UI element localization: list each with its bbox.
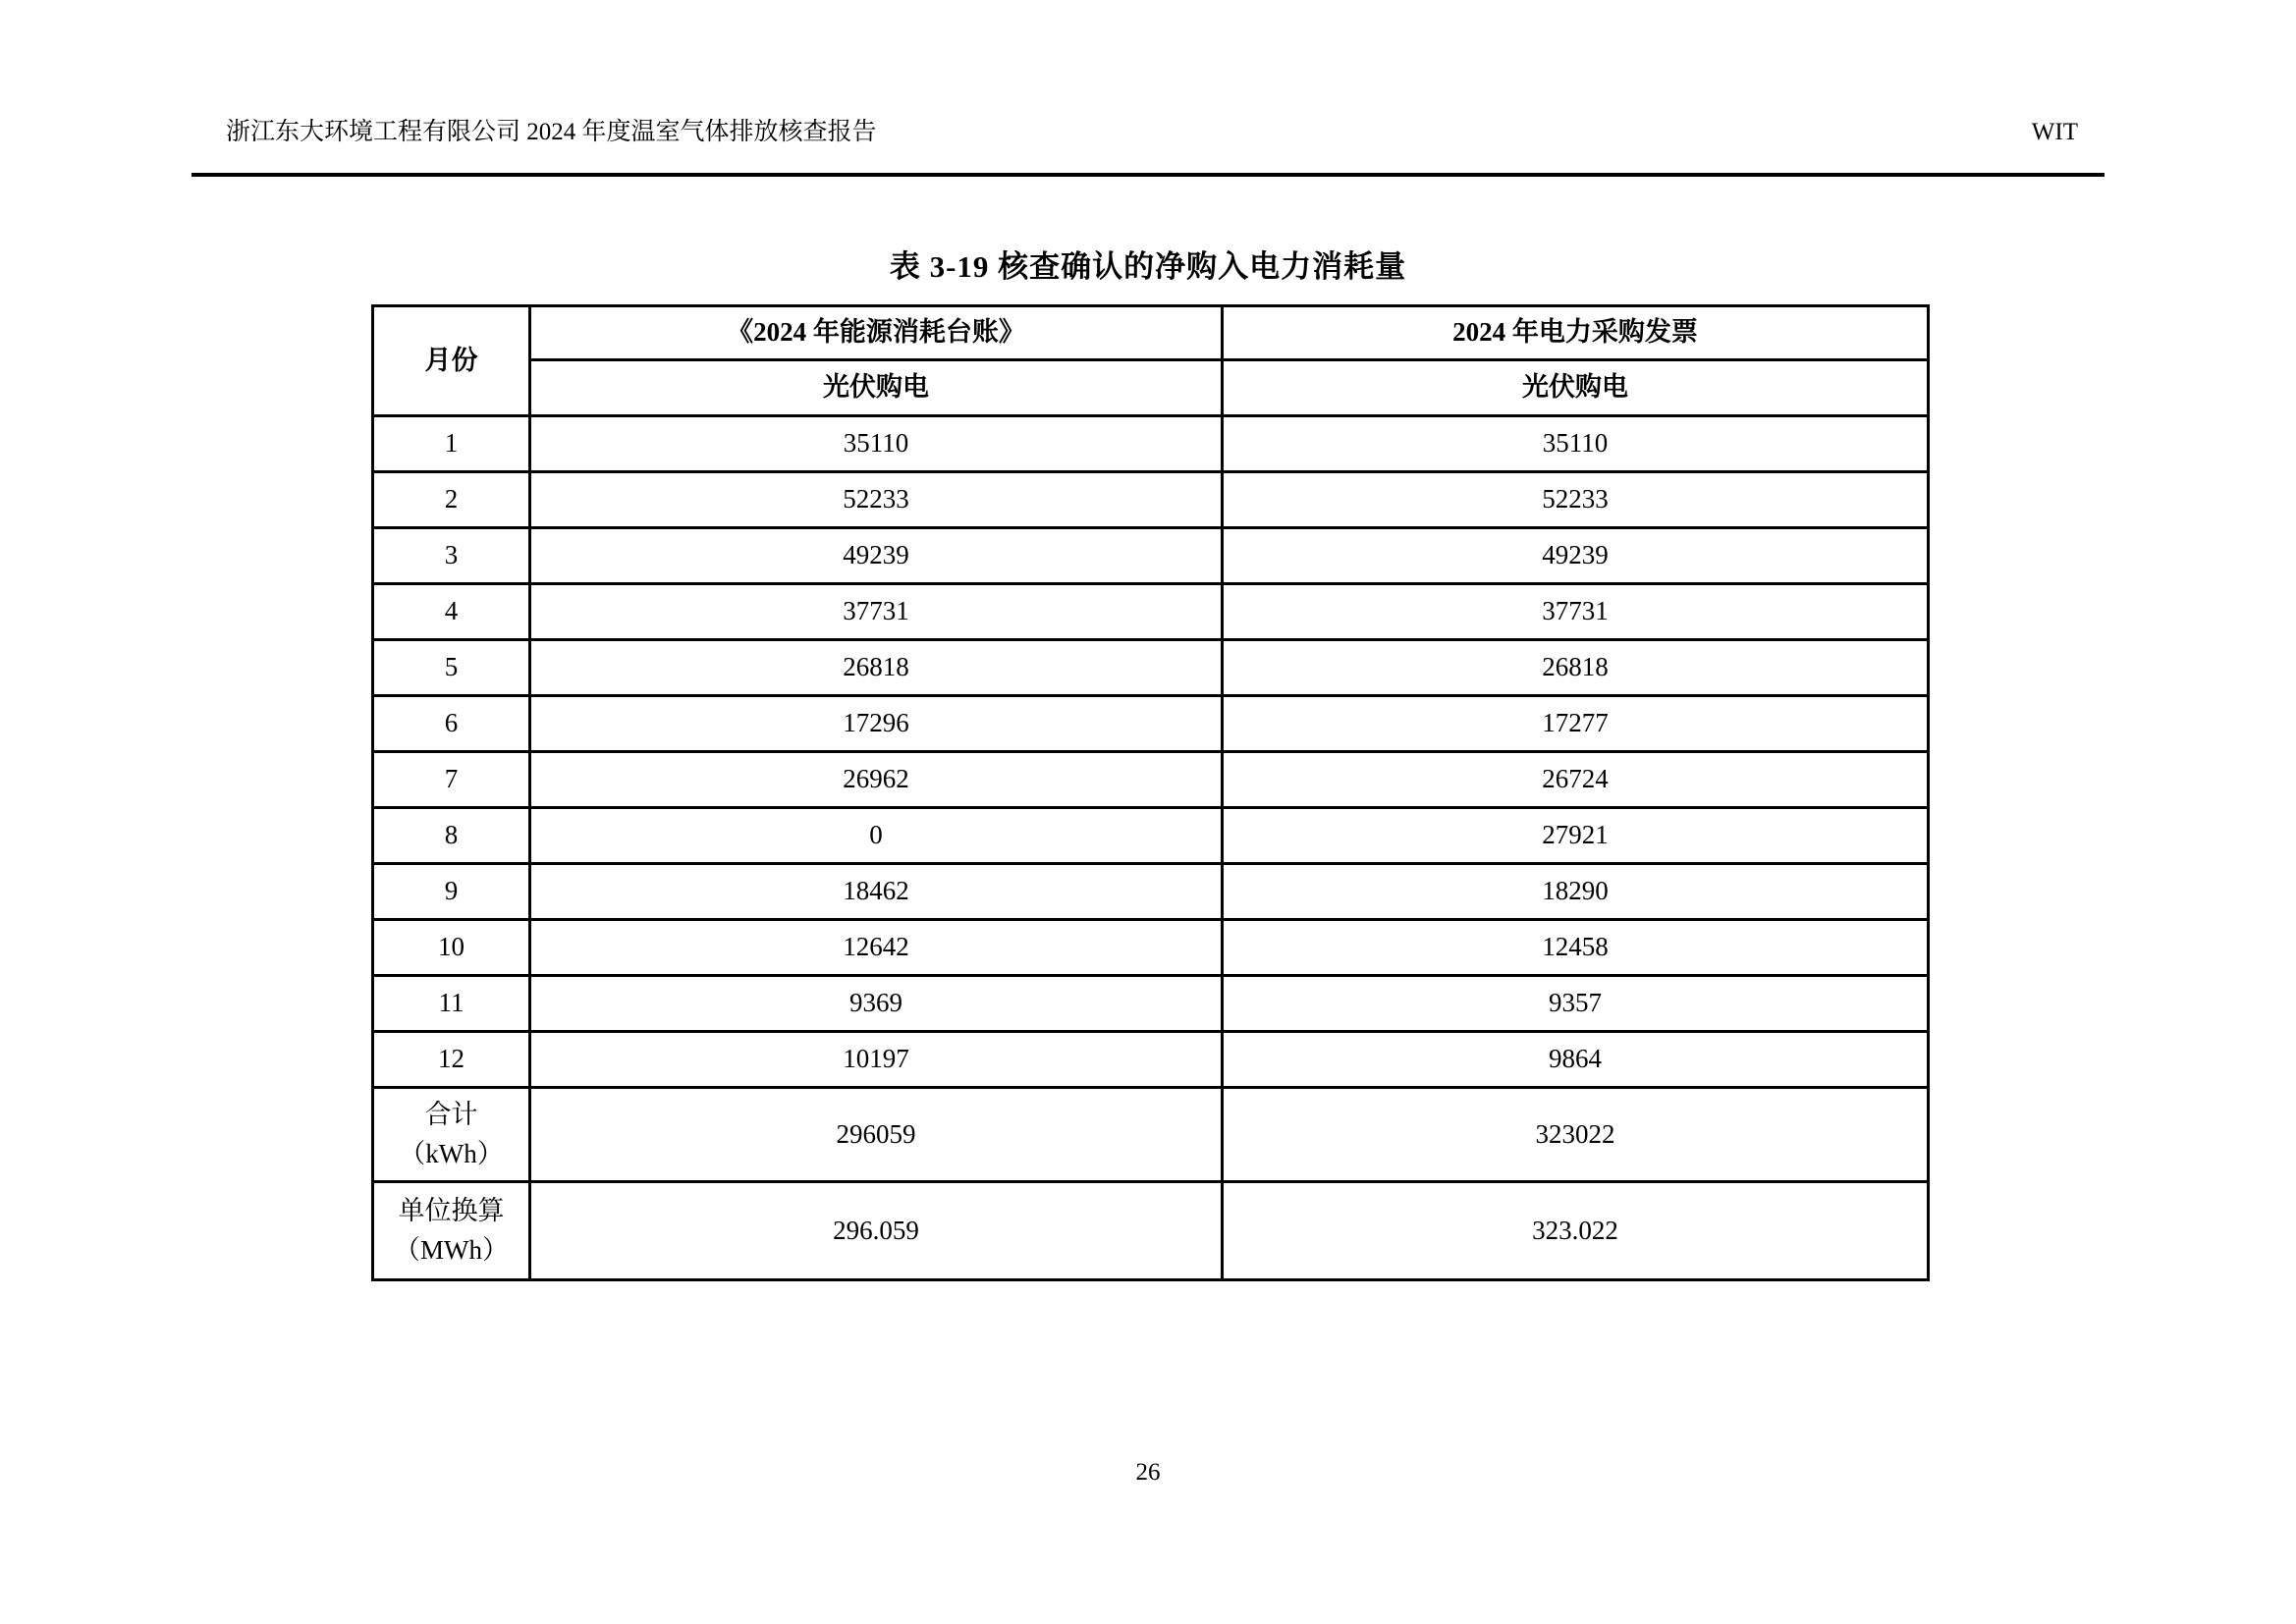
invoice-sub-header: 光伏购电 [1223, 360, 1929, 416]
month-cell: 7 [373, 752, 530, 808]
table-row-month-7 [373, 752, 1929, 808]
converted-invoice-cell: 323.022 [1223, 1182, 1929, 1280]
ledger-value-cell: 17296 [530, 696, 1223, 752]
converted-label-cell [373, 1182, 530, 1280]
page-header [226, 118, 2078, 147]
month-cell: 1 [373, 416, 530, 472]
ledger-value-cell: 18462 [530, 864, 1223, 920]
ledger-value-cell: 35110 [530, 416, 1223, 472]
table-row-month-8 [373, 808, 1929, 864]
page-number: 26 [1135, 1459, 1161, 1486]
invoice-value-cell: 9357 [1223, 976, 1929, 1032]
invoice-value-cell: 9864 [1223, 1032, 1929, 1088]
table-header-row-sub [373, 360, 1929, 416]
header-rule [191, 173, 2105, 177]
ledger-value-cell: 9369 [530, 976, 1223, 1032]
invoice-value-cell: 26818 [1223, 640, 1929, 696]
table-row-month-9 [373, 864, 1929, 920]
month-cell: 4 [373, 584, 530, 640]
ledger-value-cell: 12642 [530, 920, 1223, 976]
ledger-value-cell: 37731 [530, 584, 1223, 640]
month-cell: 8 [373, 808, 530, 864]
invoice-value-cell: 18290 [1223, 864, 1929, 920]
header-logo-text: WIT [2031, 119, 2078, 145]
ledger-value-cell: 0 [530, 808, 1223, 864]
converted-ledger-cell: 296.059 [530, 1182, 1223, 1280]
total-label-line1: 合计 [424, 1100, 478, 1130]
header-report-title: 浙江东大环境工程有限公司 2024 年度温室气体排放核查报告 [226, 119, 877, 145]
invoice-value-cell: 35110 [1223, 416, 1929, 472]
table-row-month-11 [373, 976, 1929, 1032]
electricity-consumption-table [371, 304, 1930, 1281]
month-cell: 10 [373, 920, 530, 976]
ledger-value-cell: 49239 [530, 528, 1223, 584]
ledger-value-cell: 52233 [530, 472, 1223, 528]
invoice-value-cell: 17277 [1223, 696, 1929, 752]
month-cell: 6 [373, 696, 530, 752]
table-row-month-12 [373, 1032, 1929, 1088]
month-cell: 11 [373, 976, 530, 1032]
month-cell: 5 [373, 640, 530, 696]
total-label-cell [373, 1088, 530, 1182]
table-row-month-5 [373, 640, 1929, 696]
month-column-header: 月份 [373, 306, 530, 416]
ledger-value-cell: 26962 [530, 752, 1223, 808]
month-cell: 3 [373, 528, 530, 584]
table-title: 表 3-19 核查确认的净购入电力消耗量 [889, 249, 1407, 284]
table-row-total-kwh [373, 1088, 1929, 1182]
table-row-month-6 [373, 696, 1929, 752]
month-cell: 12 [373, 1032, 530, 1088]
invoice-value-cell: 27921 [1223, 808, 1929, 864]
invoice-value-cell: 52233 [1223, 472, 1929, 528]
invoice-value-cell: 49239 [1223, 528, 1929, 584]
table-header-row-groups [373, 306, 1929, 360]
table-row-month-1 [373, 416, 1929, 472]
ledger-value-cell: 26818 [530, 640, 1223, 696]
table-row-month-10 [373, 920, 1929, 976]
invoice-value-cell: 12458 [1223, 920, 1929, 976]
ledger-value-cell: 10197 [530, 1032, 1223, 1088]
ledger-sub-header: 光伏购电 [530, 360, 1223, 416]
invoice-value-cell: 26724 [1223, 752, 1929, 808]
table-row-month-2 [373, 472, 1929, 528]
ledger-group-header: 《2024 年能源消耗台账》 [530, 306, 1223, 360]
invoice-value-cell: 37731 [1223, 584, 1929, 640]
month-cell: 9 [373, 864, 530, 920]
converted-label-line2: （MWh） [394, 1234, 509, 1265]
invoice-group-header: 2024 年电力采购发票 [1223, 306, 1929, 360]
total-label-line2: （kWh） [399, 1138, 504, 1168]
total-ledger-cell: 296059 [530, 1088, 1223, 1182]
converted-label-line1: 单位换算 [398, 1196, 505, 1226]
table-row-month-3 [373, 528, 1929, 584]
table-row-month-4 [373, 584, 1929, 640]
total-invoice-cell: 323022 [1223, 1088, 1929, 1182]
table-row-converted-mwh [373, 1182, 1929, 1280]
month-cell: 2 [373, 472, 530, 528]
